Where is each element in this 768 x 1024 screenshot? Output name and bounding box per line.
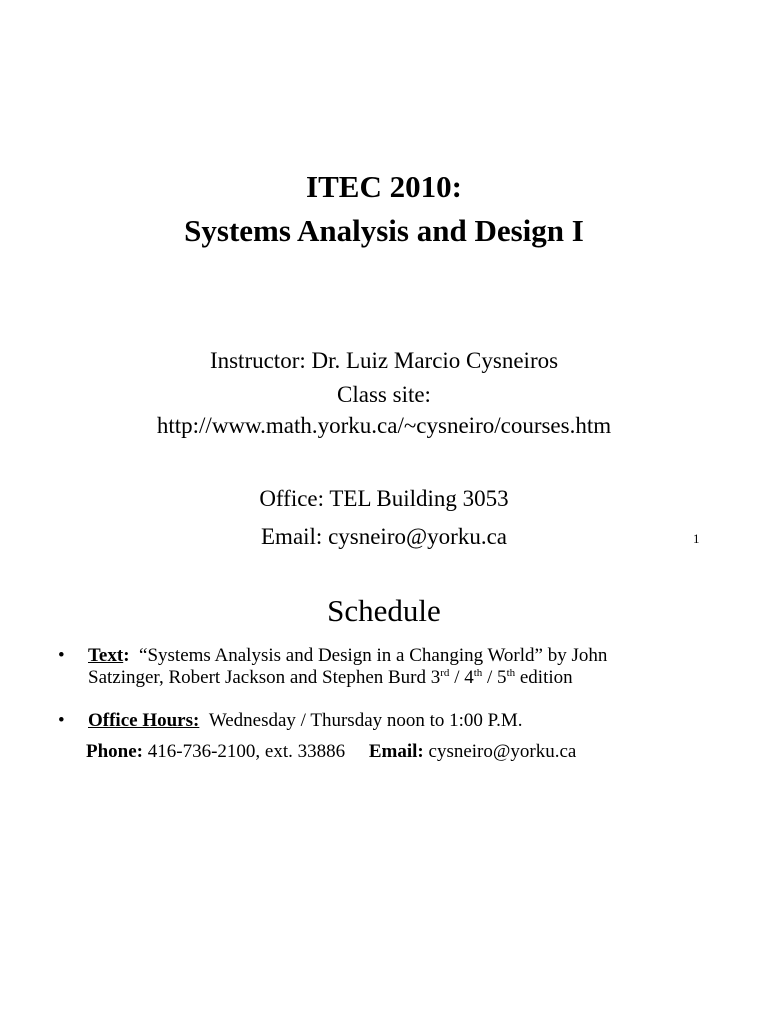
edition-sup-rd: rd [440,667,450,679]
edition-suffix: edition [515,667,573,688]
bullet-icon: • [58,645,65,666]
contact-email-value: cysneiro@yorku.ca [428,741,577,762]
textbook-line-2 [88,667,573,689]
course-code-title: ITEC 2010: [306,169,462,204]
contact-line [86,741,576,763]
bullet-icon: • [58,710,65,731]
phone-label: Phone: [86,741,143,762]
edition-sup-th-2: th [506,667,516,679]
class-site-label: Class site: [337,382,431,407]
textbook-authors: Satzinger, Robert Jackson and Stephen Burd 3 [88,667,441,688]
contact-email-label: Email: [368,741,424,762]
schedule-heading: Schedule [327,593,441,628]
textbook-label: Text [88,645,124,666]
class-site-url: http://www.math.yorku.ca/~cysneiro/courses.htm [156,413,612,438]
instructor-line: Instructor: Dr. Luiz Marcio Cysneiros [209,348,559,373]
textbook-label-colon: : [123,645,130,666]
edition-sep-2: / 5 [482,667,507,688]
email-line: Email: cysneiro@yorku.ca [261,524,507,549]
phone-value: 416-736-2100, ext. 33886 [147,741,346,762]
textbook-title: “Systems Analysis and Design in a Changing World” by John [139,645,608,666]
page-number: 1 [693,531,700,546]
edition-sep-1: / 4 [449,667,474,688]
office-hours-value: Wednesday / Thursday noon to 1:00 P.M. [208,710,523,731]
edition-sup-th-1: th [473,667,483,679]
office-hours-line [88,710,523,732]
textbook-line-1 [88,645,607,667]
office-hours-label: Office Hours: [88,710,200,731]
course-name-title: Systems Analysis and Design I [184,213,584,248]
office-line: Office: TEL Building 3053 [259,486,509,511]
